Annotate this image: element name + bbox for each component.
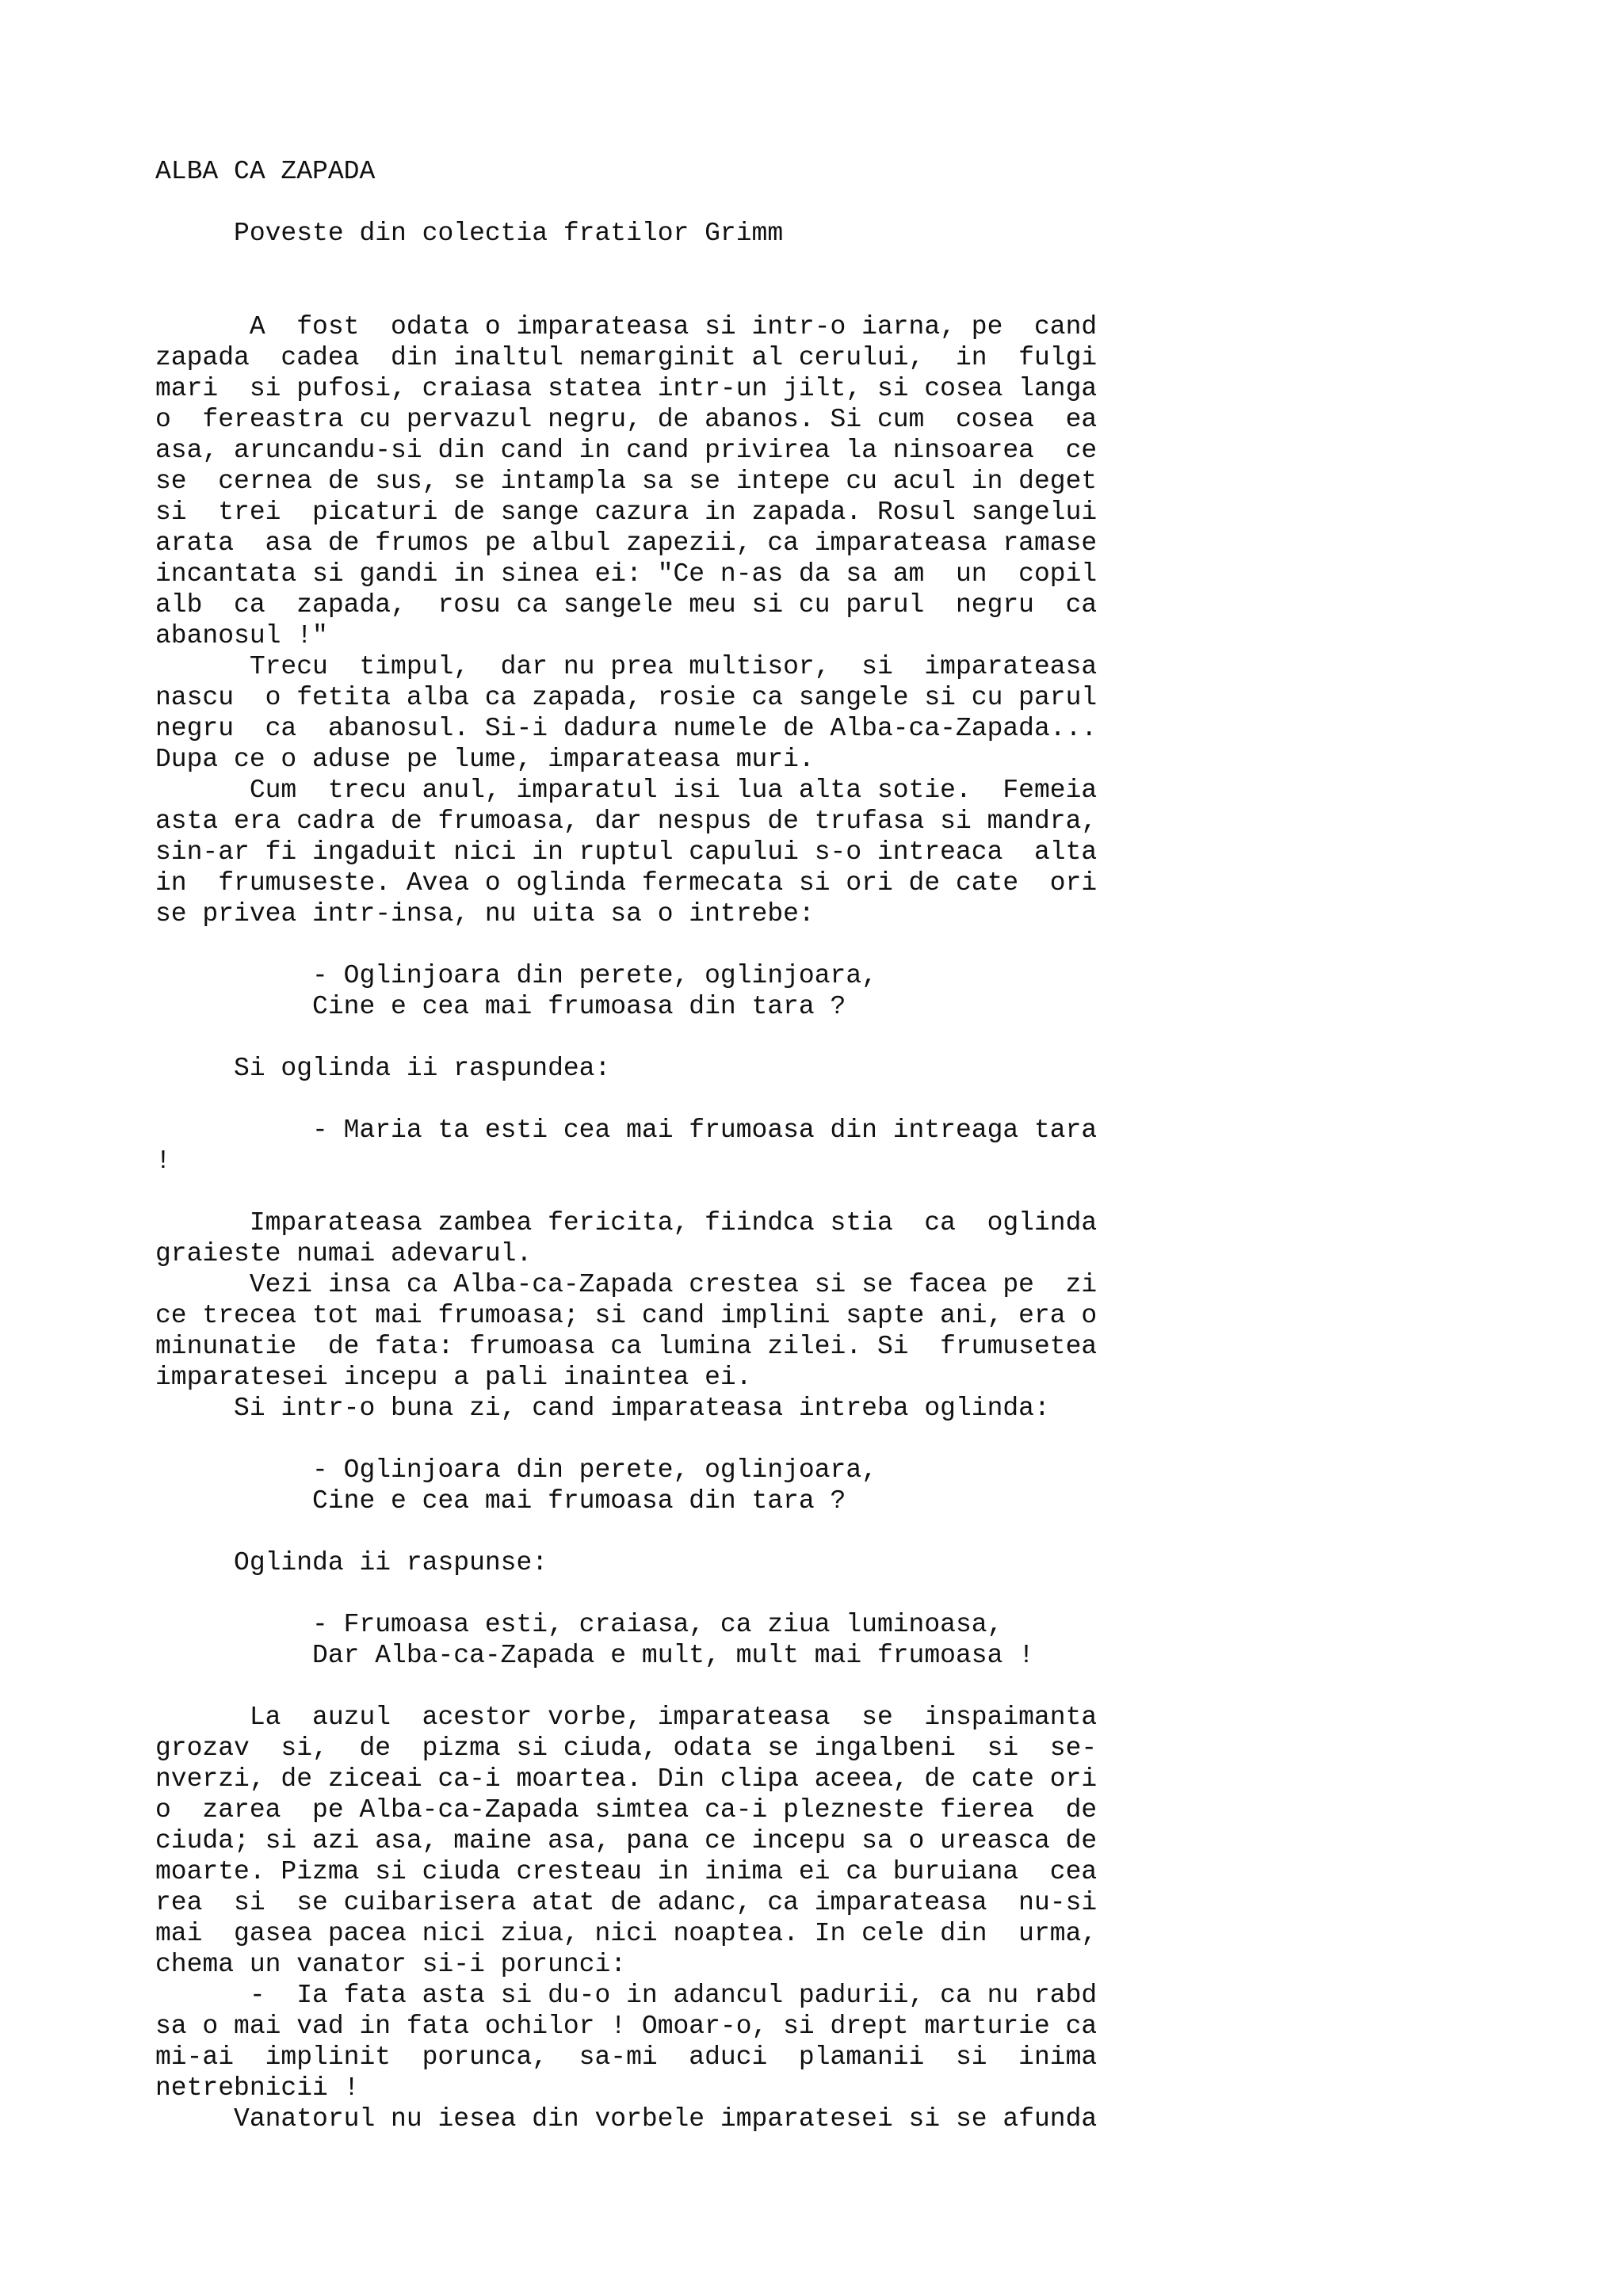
text-line: minunatie de fata: frumoasa ca lumina zilei. Si frumusetea bbox=[155, 1332, 1098, 1361]
text-line: Si intr-o buna zi, cand imparateasa intreba oglinda: bbox=[155, 1394, 1050, 1423]
text-line: incantata si gandi in sinea ei: "Ce n-as da sa am un copil bbox=[155, 559, 1098, 589]
verse-line: - Frumoasa esti, craiasa, ca ziua luminoasa, bbox=[155, 1610, 1003, 1639]
text-line: La auzul acestor vorbe, imparateasa se inspaimanta bbox=[155, 1703, 1098, 1732]
text-line: sa o mai vad in fata ochilor ! Omoar-o, si drept marturie ca bbox=[155, 2012, 1098, 2041]
text-line: graieste numai adevarul. bbox=[155, 1239, 533, 1268]
text-line: imparatesei incepu a pali inaintea ei. bbox=[155, 1363, 752, 1392]
text-line: Si oglinda ii raspundea: bbox=[155, 1054, 611, 1083]
text-line: mai gasea pacea nici ziua, nici noaptea. In cele din urma, bbox=[155, 1919, 1098, 1948]
text-line: Imparateasa zambea fericita, fiindca stia ca oglinda bbox=[155, 1208, 1098, 1238]
text-line: A fost odata o imparateasa si intr-o iarna, pe cand bbox=[155, 312, 1098, 341]
text-line: grozav si, de pizma si ciuda, odata se ingalbeni si se- bbox=[155, 1733, 1098, 1763]
verse-line: Cine e cea mai frumoasa din tara ? bbox=[155, 1486, 846, 1516]
text-line: mi-ai implinit porunca, sa-mi aduci plamanii si inima bbox=[155, 2042, 1098, 2072]
text-line: abanosul !" bbox=[155, 621, 328, 650]
verse-line: - Oglinjoara din perete, oglinjoara, bbox=[155, 1455, 877, 1485]
text-line: netrebnicii ! bbox=[155, 2073, 360, 2103]
text-line: Cum trecu anul, imparatul isi lua alta sotie. Femeia bbox=[155, 776, 1098, 805]
verse-line: - Maria ta esti cea mai frumoasa din intreaga tara bbox=[155, 1116, 1098, 1145]
text-line: Vanatorul nu iesea din vorbele imparatesei si se afunda bbox=[155, 2104, 1098, 2134]
text-line: ciuda; si azi asa, maine asa, pana ce incepu sa o ureasca de bbox=[155, 1826, 1098, 1855]
text-line: Vezi insa ca Alba-ca-Zapada crestea si se facea pe zi bbox=[155, 1270, 1098, 1299]
text-line: o zarea pe Alba-ca-Zapada simtea ca-i plezneste fierea de bbox=[155, 1795, 1098, 1825]
text-line: o fereastra cu pervazul negru, de abanos. Si cum cosea ea bbox=[155, 405, 1098, 434]
verse-line: - Oglinjoara din perete, oglinjoara, bbox=[155, 961, 877, 990]
text-line: arata asa de frumos pe albul zapezii, ca imparateasa ramase bbox=[155, 528, 1098, 558]
document-title: ALBA CA ZAPADA bbox=[155, 157, 376, 186]
text-line: - Ia fata asta si du-o in adancul padurii, ca nu rabd bbox=[155, 1981, 1098, 2010]
text-line: mari si pufosi, craiasa statea intr-un jilt, si cosea langa bbox=[155, 374, 1098, 403]
text-line: se privea intr-insa, nu uita sa o intrebe: bbox=[155, 899, 815, 929]
verse-line: ! bbox=[155, 1146, 171, 1176]
verse-line: Cine e cea mai frumoasa din tara ? bbox=[155, 992, 846, 1021]
text-line: chema un vanator si-i porunci: bbox=[155, 1950, 627, 1979]
text-line: nascu o fetita alba ca zapada, rosie ca sangele si cu parul bbox=[155, 683, 1098, 712]
document-subtitle: Poveste din colectia fratilor Grimm bbox=[155, 219, 784, 248]
text-line: nverzi, de ziceai ca-i moartea. Din clipa aceea, de cate ori bbox=[155, 1764, 1098, 1794]
text-line: ce trecea tot mai frumoasa; si cand implini sapte ani, era o bbox=[155, 1301, 1098, 1330]
text-line: rea si se cuibarisera atat de adanc, ca imparateasa nu-si bbox=[155, 1888, 1098, 1917]
text-line: si trei picaturi de sange cazura in zapada. Rosul sangelui bbox=[155, 498, 1098, 527]
verse-line: Dar Alba-ca-Zapada e mult, mult mai frumoasa ! bbox=[155, 1641, 1034, 1670]
text-line: sin-ar fi ingaduit nici in ruptul capului s-o intreaca alta bbox=[155, 837, 1098, 867]
text-line: moarte. Pizma si ciuda cresteau in inima ei ca buruiana cea bbox=[155, 1857, 1098, 1886]
text-line: se cernea de sus, se intampla sa se intepe cu acul in deget bbox=[155, 467, 1098, 496]
text-line: Trecu timpul, dar nu prea multisor, si imparateasa bbox=[155, 652, 1098, 681]
text-line: alb ca zapada, rosu ca sangele meu si cu parul negru ca bbox=[155, 590, 1098, 620]
text-line: zapada cadea din inaltul nemarginit al cerului, in fulgi bbox=[155, 343, 1098, 372]
text-line: asa, aruncandu-si din cand in cand privirea la ninsoarea ce bbox=[155, 436, 1098, 465]
text-line: negru ca abanosul. Si-i dadura numele de Alba-ca-Zapada... bbox=[155, 714, 1098, 743]
text-line: Oglinda ii raspunse: bbox=[155, 1548, 548, 1577]
text-line: Dupa ce o aduse pe lume, imparateasa muri. bbox=[155, 745, 815, 774]
text-line: asta era cadra de frumoasa, dar nespus de trufasa si mandra, bbox=[155, 807, 1098, 836]
text-line: in frumuseste. Avea o oglinda fermecata si ori de cate ori bbox=[155, 868, 1098, 898]
